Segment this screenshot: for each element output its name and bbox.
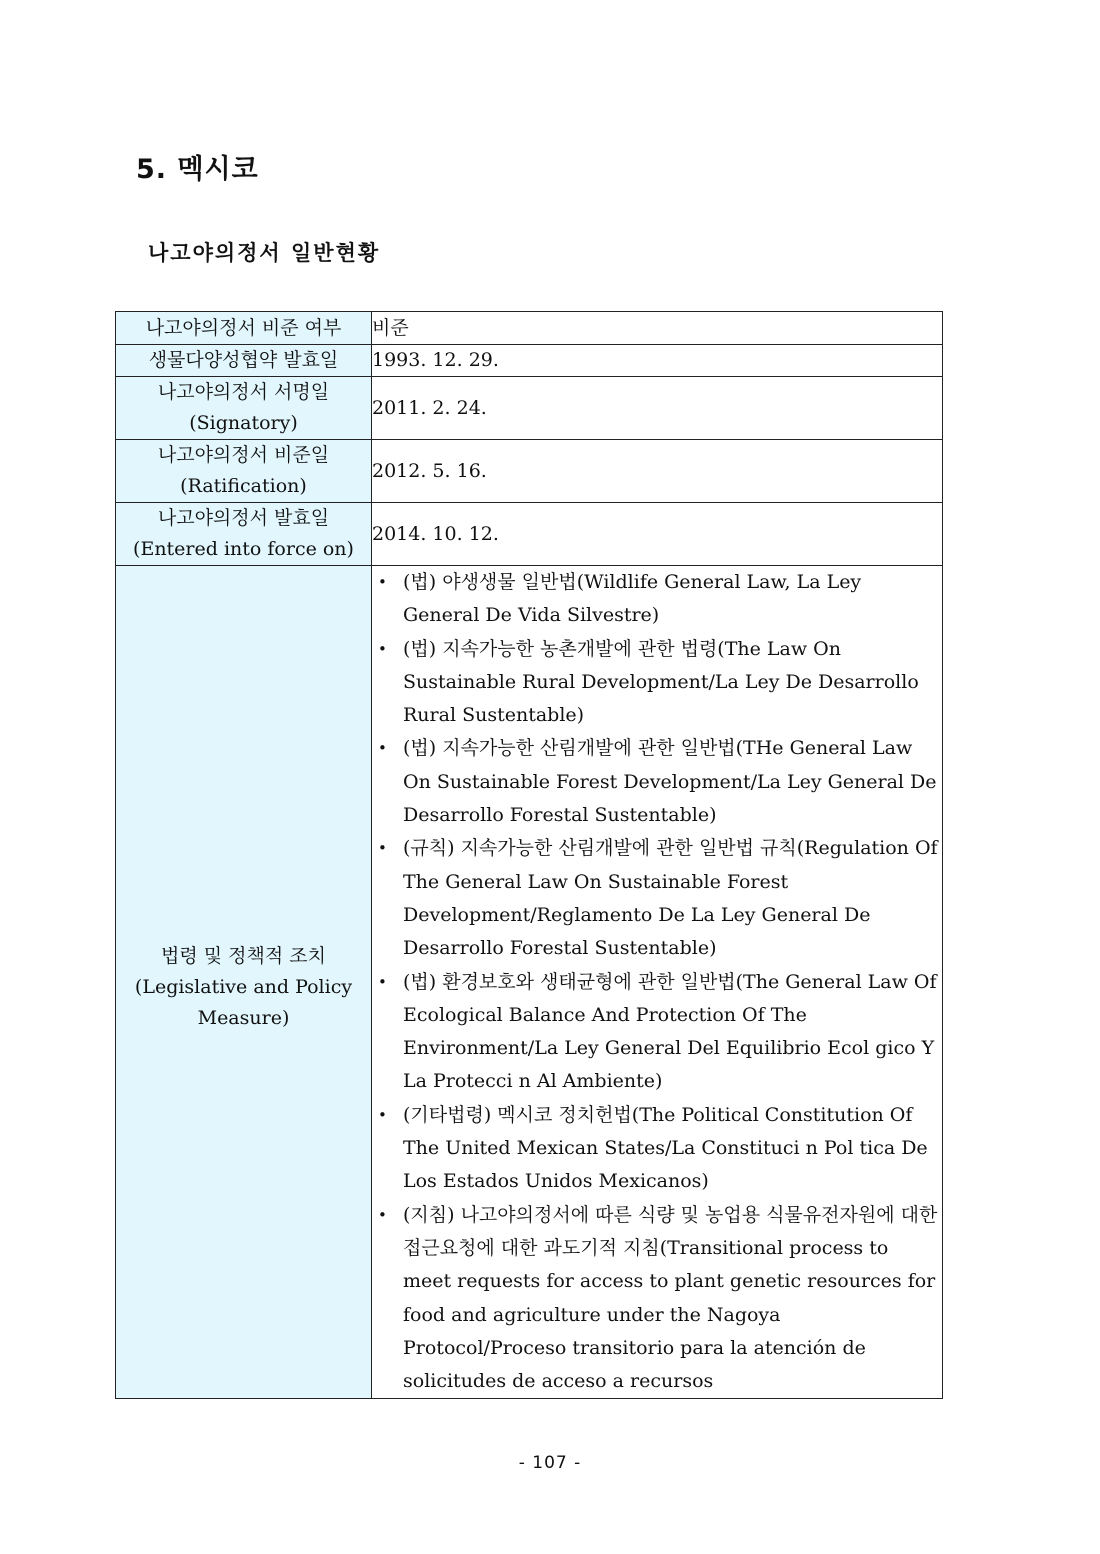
- measure-item: [372, 732, 942, 832]
- section-title: 나고야의정서 일반현황: [148, 241, 381, 265]
- row-label: [116, 503, 372, 566]
- measure-item: [372, 832, 942, 965]
- row-label: [116, 345, 372, 377]
- measure-text: (법) 환경보호와 생태균형에 관한 일반법(The General Law Of Ecological Balance And Protection Of The Environment/La Ley General Del Equilibrio Ecol gico Y La Protecci n Al Ambiente): [403, 970, 937, 1093]
- measure-item: [372, 966, 942, 1099]
- label-line: 나고야의정서 비준 여부: [145, 316, 342, 339]
- label-line: (Signatory): [189, 412, 298, 434]
- row-value: 2014. 10. 12.: [372, 503, 943, 566]
- nagoya-status-table: [115, 311, 943, 1399]
- row-label: [116, 312, 372, 345]
- label-line: 법령 및 정책적 조치: [161, 944, 326, 967]
- label-line: (Entered into force on): [133, 538, 354, 560]
- table-row-cbd-effective-date: [116, 345, 943, 377]
- measure-item: [372, 1099, 942, 1199]
- measure-text: (규칙) 지속가능한 산림개발에 관한 일반법 규칙(Regulation Of The General Law On Sustainable Forest Development/Reglamento De La Ley General De Desarrollo Forestal Sustentable): [403, 837, 938, 960]
- label-line: (Legislative and Policy: [134, 975, 353, 998]
- row-value: 2011. 2. 24.: [372, 377, 943, 440]
- table-row-legislative-measures: [116, 566, 943, 1399]
- bullet-icon: •: [378, 739, 387, 758]
- table-row-signatory: [116, 377, 943, 440]
- measure-text: (지침) 나고야의정서에 따른 식량 및 농업용 식물유전자원에 대한 접근요청에 대한 과도기적 지침(Transitional process to meet requests for access to plant genetic resources for food and agriculture under the Nagoya Protocol/Proceso transitorio para la atención de solicitudes de acceso a recursos: [403, 1203, 938, 1393]
- label-line: (Ratification): [180, 475, 307, 497]
- page-number: - 107 -: [518, 1453, 582, 1473]
- row-value: 1993. 12. 29.: [372, 345, 943, 377]
- row-value: 비준: [372, 312, 943, 345]
- measure-list: [372, 566, 942, 1398]
- measure-text: (법) 지속가능한 산림개발에 관한 일반법(THe General Law On Sustainable Forest Development/La Ley General De Desarrollo Forestal Sustentable): [403, 737, 937, 827]
- row-label: [116, 566, 372, 1399]
- bullet-icon: •: [378, 1205, 387, 1224]
- measure-text: (법) 야생생물 일반법(Wildlife General Law, La Ley General De Vida Silvestre): [403, 571, 862, 627]
- measure-text: (기타법령) 멕시코 정치헌법(The Political Constitution Of The United Mexican States/La Constituci n Pol tica De Los Estados Unidos Mexicanos): [403, 1103, 928, 1193]
- table-body: [116, 312, 943, 1399]
- measure-item: [372, 633, 942, 733]
- label-line: 생물다양성협약 발효일: [148, 349, 339, 371]
- bullet-icon: •: [378, 972, 387, 991]
- measures-value: [372, 566, 943, 1399]
- bullet-icon: •: [378, 1105, 387, 1124]
- label-line: 나고야의정서 발효일: [157, 507, 330, 529]
- row-label: [116, 377, 372, 440]
- chapter-title: 5. 멕시코: [136, 154, 259, 185]
- bullet-icon: •: [378, 573, 387, 591]
- label-line: 나고야의정서 서명일: [157, 381, 330, 403]
- row-value: 2012. 5. 16.: [372, 440, 943, 503]
- measure-text: (법) 지속가능한 농촌개발에 관한 법령(The Law On Sustainable Rural Development/La Ley De Desarrollo Rural Sustentable): [403, 637, 919, 727]
- row-label: [116, 440, 372, 503]
- label-line: Measure): [197, 1006, 290, 1029]
- table-row-ratification: [116, 440, 943, 503]
- bullet-icon: •: [378, 639, 387, 658]
- measure-item: [372, 566, 942, 633]
- bullet-icon: •: [378, 839, 387, 858]
- label-line: 나고야의정서 비준일: [157, 444, 330, 466]
- measure-item: [372, 1199, 942, 1399]
- table-row-ratification-status: [116, 312, 943, 345]
- table-row-entered-into-force: [116, 503, 943, 566]
